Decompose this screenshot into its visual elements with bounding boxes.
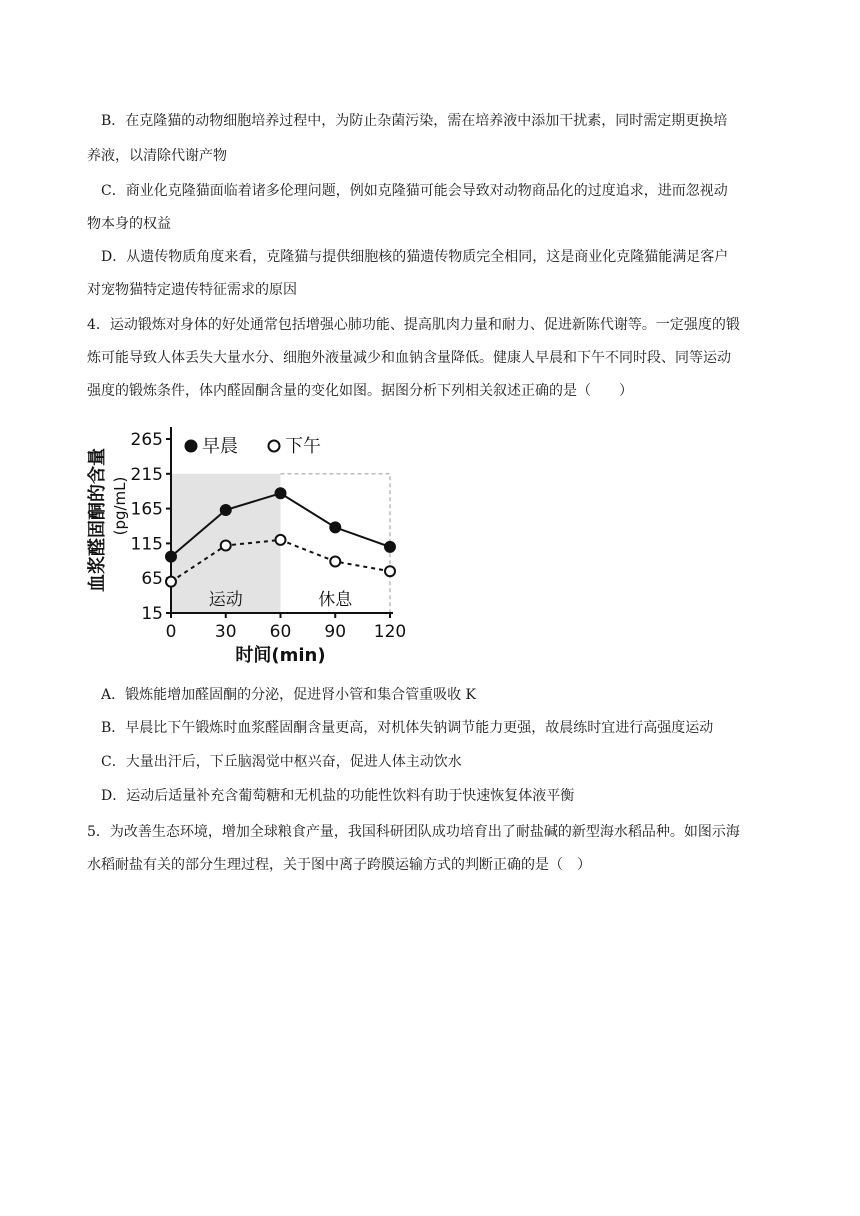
x-tick-label-4: 120 xyxy=(373,622,407,642)
legend-label-1: 下午 xyxy=(285,436,321,457)
point-1-0 xyxy=(166,577,176,587)
q3-option-b-line1: B．在克隆猫的动物细胞培养过程中，为防止杂菌污染，需在培养液中添加干扰素，同时需定期更换培 xyxy=(101,113,728,129)
q4-option-d: D．运动后适量补充含葡萄糖和无机盐的功能性饮料有助于快速恢复体液平衡 xyxy=(101,788,575,804)
q5-stem-line1: 5．为改善生态环境，增加全球粮食产量，我国科研团队成功培育出了耐盐碱的新型海水稻品种。如图示海 xyxy=(87,824,740,840)
y-tick-label-4: 215 xyxy=(130,464,163,485)
aldosterone-chart xyxy=(85,412,415,674)
x-tick-label-1: 30 xyxy=(214,622,237,642)
q3-option-d-line2: 对宠物猫特定遗传特征需求的原因 xyxy=(87,282,297,298)
point-1-2 xyxy=(276,535,286,545)
legend-label-0: 早晨 xyxy=(202,436,238,457)
point-1-3 xyxy=(330,556,340,566)
q4-option-b: B．早晨比下午锻炼时血浆醛固酮含量更高，对机体失钠调节能力更强，故晨练时宜进行高强度运动 xyxy=(101,720,714,736)
y-tick-label-1: 65 xyxy=(141,569,163,590)
q4-stem-line3: 强度的锻炼条件，体内醛固酮含量的变化如图。据图分析下列相关叙述正确的是（ ） xyxy=(87,383,633,399)
x-tick-label-3: 90 xyxy=(324,622,347,642)
y-axis-unit: (pg/mL) xyxy=(111,476,129,536)
y-tick-label-3: 165 xyxy=(130,499,163,520)
y-tick-label-5: 265 xyxy=(130,430,163,450)
x-axis-label: 时间(min) xyxy=(235,645,326,666)
legend-marker-0 xyxy=(186,441,197,452)
y-tick-label-2: 115 xyxy=(130,534,163,555)
q3-option-c-line2: 物本身的权益 xyxy=(87,216,171,232)
y-tick-label-0: 15 xyxy=(141,604,163,624)
region-label-0: 运动 xyxy=(208,590,243,610)
point-1-1 xyxy=(221,540,231,550)
x-tick-label-2: 60 xyxy=(269,622,292,642)
q4-option-a: A．锻炼能增加醛固酮的分泌，促进肾小管和集合管重吸收 K xyxy=(101,687,477,703)
q3-option-c-line1: C．商业化克隆猫面临着诸多伦理问题，例如克隆猫可能会导致对动物商品化的过度追求，进而忽视动 xyxy=(101,183,728,199)
q5-stem-line2: 水稻耐盐有关的部分生理过程，关于图中离子跨膜运输方式的判断正确的是（ ） xyxy=(87,857,591,873)
point-0-4 xyxy=(385,542,395,552)
point-0-3 xyxy=(330,522,340,532)
point-0-1 xyxy=(221,505,231,515)
point-0-0 xyxy=(166,552,176,562)
y-axis-label: 血浆醛固酮的含量 xyxy=(87,448,108,592)
q3-option-b-line2: 养液，以清除代谢产物 xyxy=(87,148,227,164)
region-label-1: 休息 xyxy=(318,590,353,610)
point-1-4 xyxy=(385,566,395,576)
x-tick-label-0: 0 xyxy=(165,622,177,642)
q4-stem-line1: 4．运动锻炼对身体的好处通常包括增强心肺功能、提高肌肉力量和耐力、促进新陈代谢等。一定强度的锻 xyxy=(87,317,740,333)
legend-marker-1 xyxy=(269,441,280,452)
point-0-2 xyxy=(276,488,286,498)
q4-option-c: C．大量出汗后，下丘脑渴觉中枢兴奋，促进人体主动饮水 xyxy=(101,754,462,770)
q3-option-d-line1: D．从遗传物质角度来看，克隆猫与提供细胞核的猫遗传物质完全相同，这是商业化克隆猫能满足客户 xyxy=(101,249,729,265)
q4-stem-line2: 炼可能导致人体丢失大量水分、细胞外液量减少和血钠含量降低。健康人早晨和下午不同时段、同等运动 xyxy=(87,350,731,366)
